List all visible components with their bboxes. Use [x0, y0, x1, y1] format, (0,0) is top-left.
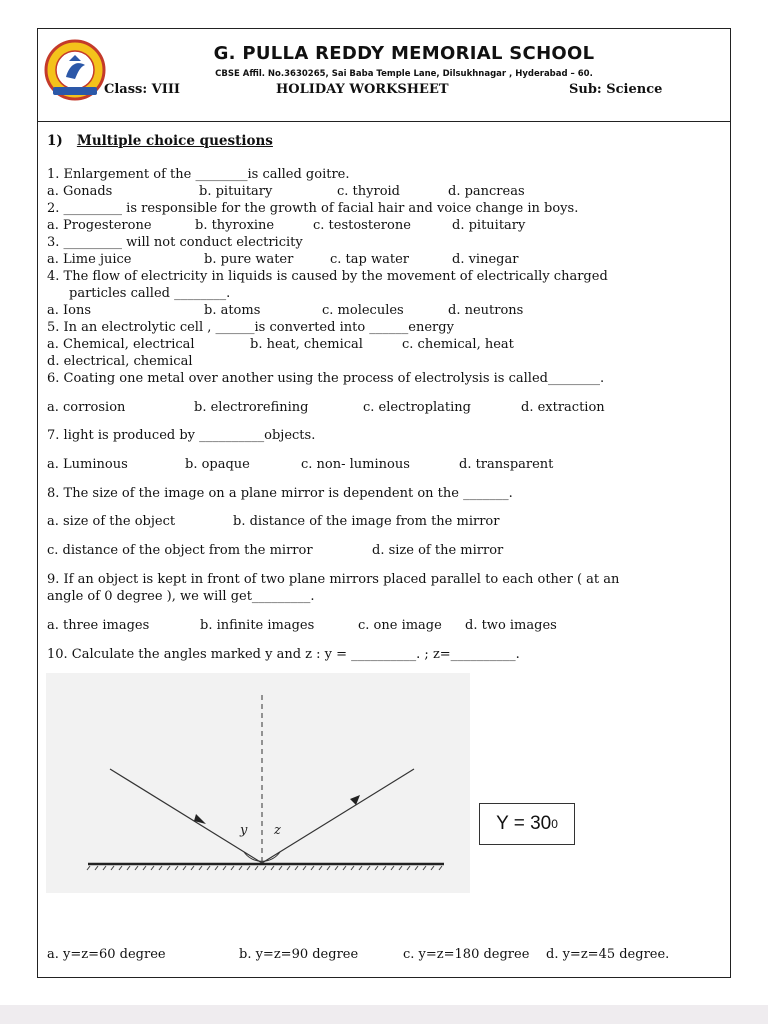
q1-option-a: a. Gonads: [47, 184, 113, 199]
reflection-diagram: [46, 673, 470, 893]
q7-option-d: d. transparent: [459, 457, 554, 472]
q1-option-c: c. thyroid: [337, 184, 401, 199]
answer-box: [479, 803, 575, 845]
q6-option-b: b. electrorefining: [194, 400, 309, 415]
question-1: 1. Enlargement of the ________is called goitre.: [47, 167, 350, 182]
question-6: 6. Coating one metal over another using the process of electrolysis is called________.: [47, 371, 605, 386]
subject-label: Sub: Science: [569, 82, 663, 97]
class-label: Class: VIII: [104, 82, 181, 97]
question-7: 7. light is produced by __________objects.: [47, 428, 316, 443]
q10-option-b: b. y=z=90 degree: [239, 947, 359, 962]
q5-option-b: b. heat, chemical: [250, 337, 363, 352]
q10-option-a: a. y=z=60 degree: [47, 947, 166, 962]
answer-text: Y = 30: [496, 813, 552, 834]
q3-option-b: b. pure water: [204, 252, 294, 267]
q2-option-c: c. testosterone: [313, 218, 411, 233]
q4-option-c: c. molecules: [322, 303, 404, 318]
question-8: 8. The size of the image on a plane mirror is dependent on the _______.: [47, 486, 513, 501]
q5-option-c: c. chemical, heat: [402, 337, 514, 352]
q9-option-c: c. one image: [358, 618, 442, 633]
q8-option-a: a. size of the object: [47, 514, 176, 529]
angle-y-label: y: [240, 823, 248, 838]
q8-option-d: d. size of the mirror: [372, 543, 504, 558]
q3-option-d: d. vinegar: [452, 252, 519, 267]
incident-ray: [110, 769, 262, 863]
mirror-hatching: [87, 866, 442, 870]
q5-option-a: a. Chemical, electrical: [47, 337, 195, 352]
question-10: 10. Calculate the angles marked y and z : y = __________. ; z=__________.: [47, 647, 520, 662]
q2-option-d: d. pituitary: [452, 218, 526, 233]
answer-degree: 0: [551, 817, 558, 831]
question-2: 2. _________ is responsible for the growth of facial hair and voice change in boys.: [47, 201, 579, 216]
question-4: 4. The flow of electricity in liquids is caused by the movement of electrically charged: [47, 269, 608, 284]
school-name: G. PULLA REDDY MEMORIAL SCHOOL: [213, 43, 595, 64]
q6-option-c: c. electroplating: [363, 400, 471, 415]
q9-option-a: a. three images: [47, 618, 150, 633]
q7-option-b: b. opaque: [185, 457, 250, 472]
reflected-ray: [262, 769, 414, 863]
question-5: 5. In an electrolytic cell , ______is converted into ______energy: [47, 320, 454, 335]
q7-option-c: c. non- luminous: [301, 457, 410, 472]
q4-option-b: b. atoms: [204, 303, 261, 318]
q3-option-a: a. Lime juice: [47, 252, 132, 267]
q1-option-b: b. pituitary: [199, 184, 273, 199]
q6-option-d: d. extraction: [521, 400, 605, 415]
worksheet-title: HOLIDAY WORKSHEET: [276, 82, 449, 97]
question-9-continued: angle of 0 degree ), we will get_________.: [47, 589, 315, 604]
section-title: Multiple choice questions: [76, 133, 273, 149]
q9-option-d: d. two images: [465, 618, 557, 633]
question-9: 9. If an object is kept in front of two plane mirrors placed parallel to each other ( at an: [47, 572, 620, 587]
plane-mirror-reflection-figure: [46, 673, 470, 893]
angle-z-label: z: [274, 823, 281, 838]
section-heading: [47, 133, 273, 149]
question-4-continued: particles called ________.: [69, 286, 231, 301]
section-number: 1): [47, 133, 63, 149]
header-divider: [38, 121, 730, 122]
q6-option-a: a. corrosion: [47, 400, 126, 415]
q8-option-c: c. distance of the object from the mirror: [47, 543, 313, 558]
q7-option-a: a. Luminous: [47, 457, 128, 472]
q8-option-b: b. distance of the image from the mirror: [233, 514, 500, 529]
q4-option-d: d. neutrons: [448, 303, 524, 318]
q1-option-d: d. pancreas: [448, 184, 525, 199]
school-affiliation: CBSE Affil. No.3630265, Sai Baba Temple Lane, Dilsukhnagar , Hyderabad – 60.: [215, 69, 593, 79]
q10-option-d: d. y=z=45 degree.: [546, 947, 670, 962]
q4-option-a: a. Ions: [47, 303, 92, 318]
q2-option-a: a. Progesterone: [47, 218, 152, 233]
q10-option-c: c. y=z=180 degree: [403, 947, 530, 962]
page-bottom-margin: [0, 1005, 768, 1024]
q9-option-b: b. infinite images: [200, 618, 315, 633]
q3-option-c: c. tap water: [330, 252, 409, 267]
q5-option-d: d. electrical, chemical: [47, 354, 193, 369]
q2-option-b: b. thyroxine: [195, 218, 275, 233]
question-3: 3. _________ will not conduct electricity: [47, 235, 303, 250]
